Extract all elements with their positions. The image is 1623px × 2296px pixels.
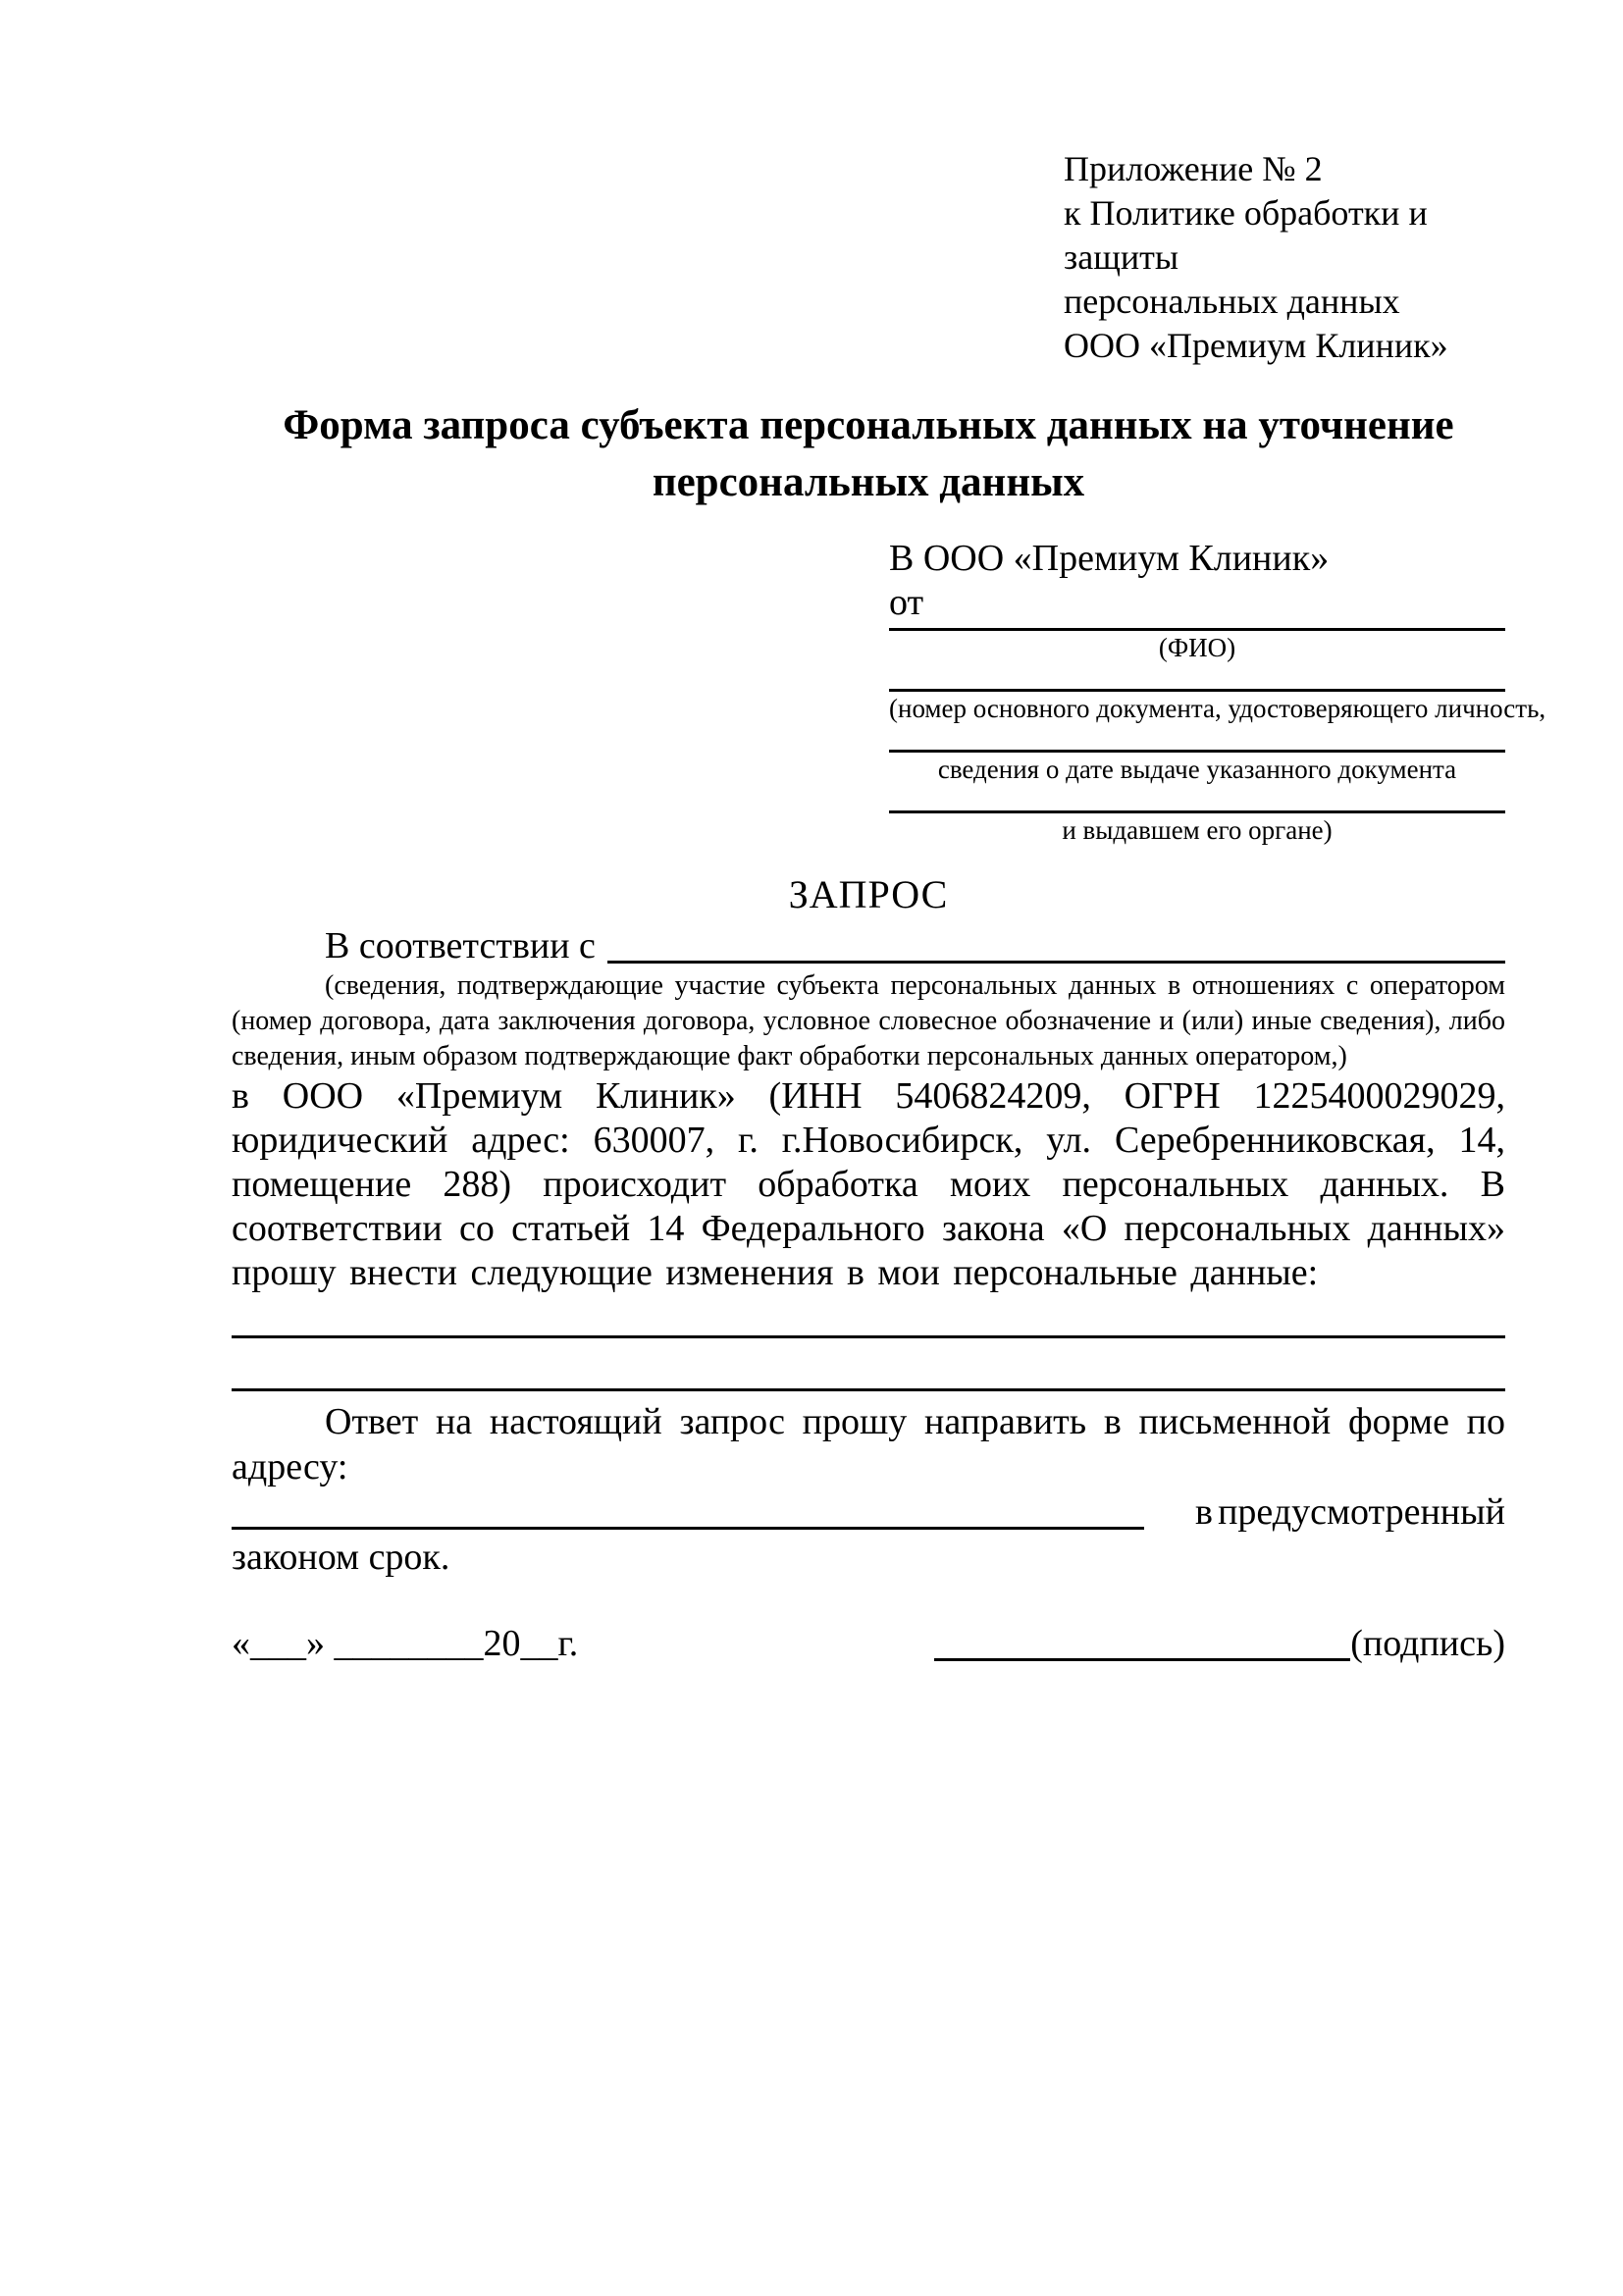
signature-area — [934, 1621, 1505, 1666]
issue-date-caption: сведения о дате выдаче указанного документа — [937, 755, 1457, 784]
reply-paragraph-line: Ответ на настоящий запрос прошу направить в письменной форме по адресу: — [232, 1401, 1505, 1487]
changes-blank-line-1 — [232, 1295, 1505, 1338]
appendix-line: персональных данных — [1064, 282, 1400, 321]
operator-paragraph: в ООО «Премиум Клиник» (ИНН 5406824209, ОГРН 1225400029029, юридический адрес: 630007, г. г.Новосибирск, ул. Серебренниковская, 14, помещение 288) происходит обработка моих персональных данных. В соответствии со статьей 14 Федерального закона «О персональных данных» прошу внести следующие изменения в мои персональные данные: — [232, 1075, 1505, 1293]
basis-blank-line — [607, 930, 1505, 964]
date-signature-row — [232, 1621, 1505, 1666]
issue-date-blank-line — [889, 725, 1505, 753]
issuing-authority-caption: и выдавшем его органе) — [1062, 815, 1333, 845]
basis-prefix: В соответствии с — [325, 925, 596, 966]
addressee-block — [889, 537, 1546, 847]
changes-blank-line-2 — [232, 1338, 1505, 1391]
appendix-note — [1064, 147, 1505, 368]
form-title: Форма запроса субъекта персональных данных на уточнение персональных данных — [283, 402, 1454, 505]
reply-word-v: в — [1195, 1491, 1213, 1533]
reply-closing-line: законом срок. — [232, 1537, 450, 1578]
appendix-line: Приложение № 2 — [1064, 149, 1323, 188]
addressee-from: от — [889, 582, 924, 623]
document-content — [232, 147, 1546, 1666]
reply-address-blank-line — [232, 1496, 1144, 1530]
basis-line — [232, 923, 1505, 968]
date-line: «___» ________20__г. — [232, 1623, 579, 1664]
doc-number-blank-line — [889, 664, 1505, 692]
signature-caption: (подпись) — [1350, 1623, 1505, 1664]
signature-blank-line — [934, 1628, 1350, 1661]
doc-number-caption: (номер основного документа, удостоверяющего личность, — [889, 694, 1546, 723]
addressee-org: В ООО «Премиум Клиник» — [889, 538, 1330, 579]
request-heading: ЗАПРОС — [788, 872, 949, 916]
appendix-line: к Политике обработки и защиты — [1064, 193, 1428, 277]
reply-word-predusmotrennyi: предусмотренный — [1218, 1491, 1505, 1533]
fio-caption: (ФИО) — [1158, 633, 1236, 662]
appendix-line: ООО «Премиум Клиник» — [1064, 326, 1448, 365]
basis-footnote: (сведения, подтверждающие участие субъекта персональных данных в отношениях с оператором (номер договора, дата заключения договора, условное словесное обозначение и (или) иные сведения), либо сведения, иным образом подтверждающие факт обработки персональных данных оператором,) — [232, 970, 1505, 1071]
reply-address-line — [232, 1489, 1505, 1535]
issuing-authority-blank-line — [889, 786, 1505, 813]
